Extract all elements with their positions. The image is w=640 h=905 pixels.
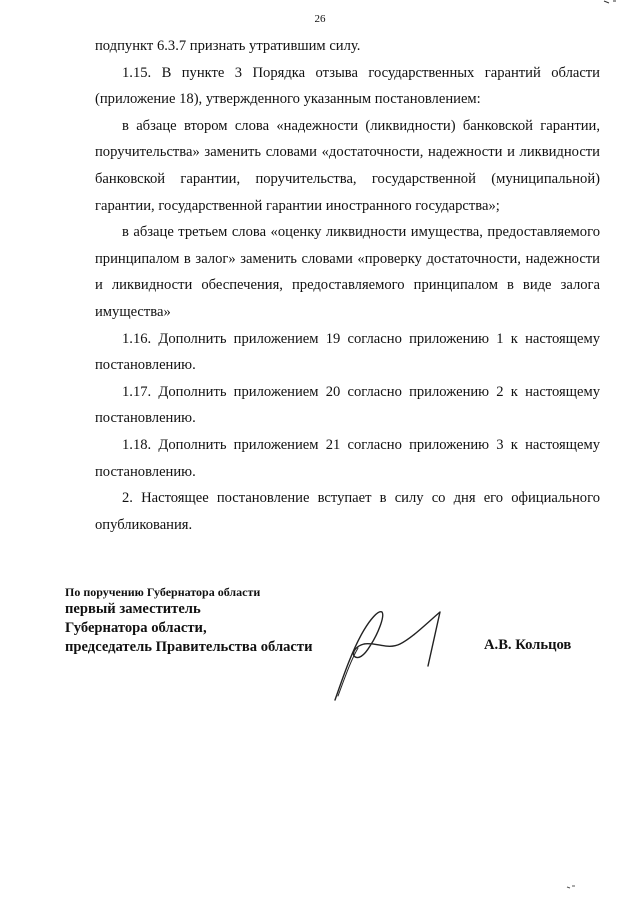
document-body [95, 33, 600, 538]
signatory-title [65, 584, 312, 657]
signatory-line-1: По поручению Губернатора области [65, 585, 261, 599]
signatory-line-3: Губернатора области, [65, 620, 207, 636]
scan-artifact-mark [566, 884, 576, 890]
paragraph-4: в абзаце третьем слова «оценку ликвидности имущества, предоставляемого принципалом в залог» заменить словами «проверку достаточности, надежности и ликвидности обеспечения, предоставляемого принципалом в виде залога имущества» [95, 224, 600, 320]
handwritten-signature-icon [330, 600, 460, 704]
paragraph-2: 1.15. В пункте 3 Порядка отзыва государственных гарантий области (приложение 18), утвержденного указанным постановлением: [95, 64, 600, 108]
signatory-line-2: первый заместитель [65, 601, 201, 617]
paragraph-1: подпункт 6.3.7 признать утратившим силу. [95, 38, 361, 54]
page-number: 26 [314, 13, 326, 25]
paragraph-8: 2. Настоящее постановление вступает в силу со дня его официального опубликования. [95, 490, 600, 533]
paragraph-7: 1.18. Дополнить приложением 21 согласно приложению 3 к настоящему постановлению. [95, 436, 600, 480]
signatory-line-4: председатель Правительства области [65, 639, 313, 655]
signatory-name: А.В. Кольцов [484, 637, 572, 653]
paragraph-5: 1.16. Дополнить приложением 19 согласно приложению 1 к настоящему постановлению. [95, 330, 600, 374]
paragraph-6: 1.17. Дополнить приложением 20 согласно приложению 2 к настоящему постановлению. [95, 383, 600, 427]
scan-artifact-mark [603, 0, 617, 4]
paragraph-3: в абзаце втором слова «надежности (ликвидности) банковской гарантии, поручительства» заменить словами «достаточности, надежности и ликвидности банковской гарантии, поручительства, государственной (муниципальной) гарантии, государственной гарантии иностранного государства»; [95, 117, 600, 214]
